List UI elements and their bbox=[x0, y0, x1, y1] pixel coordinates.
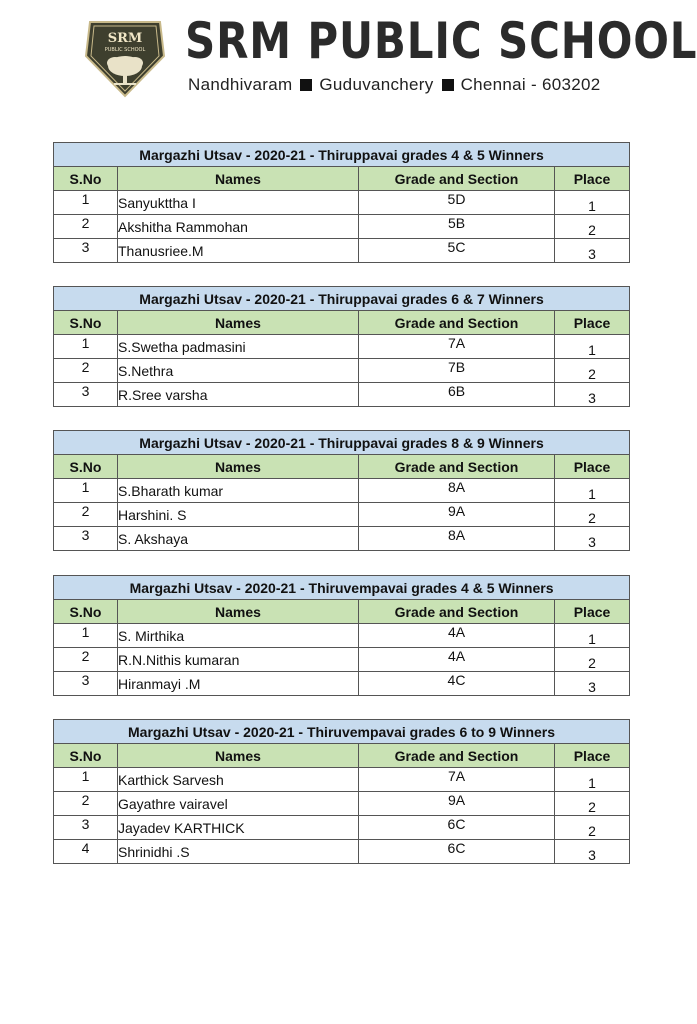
grade-cell: 8A bbox=[359, 527, 555, 551]
school-name: SRM PUBLIC SCHOOL bbox=[185, 12, 697, 70]
name-cell: S. Mirthika bbox=[118, 624, 359, 648]
winners-table bbox=[53, 430, 630, 551]
place-cell: 1 bbox=[555, 191, 630, 215]
column-header: S.No bbox=[54, 311, 118, 335]
school-header bbox=[82, 12, 697, 102]
sno-cell: 2 bbox=[54, 215, 118, 239]
table-row bbox=[54, 792, 630, 816]
winners-tables bbox=[53, 142, 629, 864]
grade-cell: 8A bbox=[359, 479, 555, 503]
sno-cell: 3 bbox=[54, 672, 118, 696]
table-row bbox=[54, 479, 630, 503]
column-header: Names bbox=[118, 455, 359, 479]
table-title: Margazhi Utsav - 2020-21 - Thiruvempavai grades 6 to 9 Winners bbox=[54, 720, 630, 744]
winners-table bbox=[53, 142, 630, 263]
name-cell: S.Swetha padmasini bbox=[118, 335, 359, 359]
grade-cell: 9A bbox=[359, 503, 555, 527]
place-cell: 3 bbox=[555, 527, 630, 551]
grade-cell: 6B bbox=[359, 383, 555, 407]
column-header: Names bbox=[118, 744, 359, 768]
winners-table bbox=[53, 719, 630, 864]
grade-cell: 4A bbox=[359, 624, 555, 648]
sno-cell: 3 bbox=[54, 383, 118, 407]
column-header: Grade and Section bbox=[359, 600, 555, 624]
table-row bbox=[54, 768, 630, 792]
name-cell: S.Bharath kumar bbox=[118, 479, 359, 503]
place-cell: 1 bbox=[555, 479, 630, 503]
name-cell: Karthick Sarvesh bbox=[118, 768, 359, 792]
name-cell: R.N.Nithis kumaran bbox=[118, 648, 359, 672]
table-title: Margazhi Utsav - 2020-21 - Thiruvempavai grades 4 & 5 Winners bbox=[54, 576, 630, 600]
sno-cell: 3 bbox=[54, 527, 118, 551]
table-row bbox=[54, 527, 630, 551]
place-cell: 1 bbox=[555, 335, 630, 359]
place-cell: 2 bbox=[555, 648, 630, 672]
name-cell: S.Nethra bbox=[118, 359, 359, 383]
sno-cell: 1 bbox=[54, 191, 118, 215]
name-cell: Akshitha Rammohan bbox=[118, 215, 359, 239]
table-title: Margazhi Utsav - 2020-21 - Thiruppavai grades 4 & 5 Winners bbox=[54, 143, 630, 167]
column-header: Grade and Section bbox=[359, 311, 555, 335]
place-cell: 3 bbox=[555, 840, 630, 864]
name-cell: Harshini. S bbox=[118, 503, 359, 527]
column-header: S.No bbox=[54, 600, 118, 624]
table-row bbox=[54, 191, 630, 215]
square-bullet-icon bbox=[300, 79, 312, 91]
grade-cell: 5C bbox=[359, 239, 555, 263]
school-address bbox=[188, 75, 601, 95]
column-header: Place bbox=[555, 455, 630, 479]
sno-cell: 2 bbox=[54, 792, 118, 816]
name-cell: Shrinidhi .S bbox=[118, 840, 359, 864]
grade-cell: 5D bbox=[359, 191, 555, 215]
sno-cell: 3 bbox=[54, 816, 118, 840]
place-cell: 2 bbox=[555, 816, 630, 840]
table-row bbox=[54, 648, 630, 672]
grade-cell: 7A bbox=[359, 768, 555, 792]
column-header: Place bbox=[555, 311, 630, 335]
column-header: Place bbox=[555, 167, 630, 191]
table-row bbox=[54, 624, 630, 648]
column-header: Place bbox=[555, 744, 630, 768]
place-cell: 2 bbox=[555, 792, 630, 816]
place-cell: 2 bbox=[555, 215, 630, 239]
column-header: Names bbox=[118, 600, 359, 624]
school-logo-icon bbox=[82, 16, 168, 98]
grade-cell: 6C bbox=[359, 816, 555, 840]
name-cell: Gayathre vairavel bbox=[118, 792, 359, 816]
sno-cell: 1 bbox=[54, 335, 118, 359]
sno-cell: 1 bbox=[54, 768, 118, 792]
place-cell: 2 bbox=[555, 359, 630, 383]
table-row bbox=[54, 503, 630, 527]
winners-table bbox=[53, 575, 630, 696]
address-part: Nandhivaram bbox=[188, 75, 293, 94]
name-cell: Sanyukttha I bbox=[118, 191, 359, 215]
name-cell: Jayadev KARTHICK bbox=[118, 816, 359, 840]
table-row bbox=[54, 383, 630, 407]
sno-cell: 1 bbox=[54, 624, 118, 648]
grade-cell: 4A bbox=[359, 648, 555, 672]
table-title: Margazhi Utsav - 2020-21 - Thiruppavai grades 6 & 7 Winners bbox=[54, 287, 630, 311]
logo-text-sub: PUBLIC SCHOOL bbox=[104, 47, 146, 53]
place-cell: 3 bbox=[555, 672, 630, 696]
name-cell: R.Sree varsha bbox=[118, 383, 359, 407]
column-header: Place bbox=[555, 600, 630, 624]
column-header: Names bbox=[118, 167, 359, 191]
square-bullet-icon bbox=[442, 79, 454, 91]
sno-cell: 2 bbox=[54, 503, 118, 527]
column-header: Grade and Section bbox=[359, 167, 555, 191]
column-header: S.No bbox=[54, 455, 118, 479]
sno-cell: 2 bbox=[54, 359, 118, 383]
table-row bbox=[54, 335, 630, 359]
grade-cell: 7A bbox=[359, 335, 555, 359]
column-header: Names bbox=[118, 311, 359, 335]
place-cell: 3 bbox=[555, 383, 630, 407]
name-cell: Thanusriee.M bbox=[118, 239, 359, 263]
column-header: Grade and Section bbox=[359, 744, 555, 768]
column-header: S.No bbox=[54, 744, 118, 768]
table-row bbox=[54, 672, 630, 696]
table-row bbox=[54, 239, 630, 263]
sno-cell: 3 bbox=[54, 239, 118, 263]
place-cell: 2 bbox=[555, 503, 630, 527]
grade-cell: 5B bbox=[359, 215, 555, 239]
table-row bbox=[54, 359, 630, 383]
sno-cell: 4 bbox=[54, 840, 118, 864]
grade-cell: 6C bbox=[359, 840, 555, 864]
place-cell: 3 bbox=[555, 239, 630, 263]
logo-text-top: SRM bbox=[107, 31, 143, 46]
place-cell: 1 bbox=[555, 624, 630, 648]
table-title: Margazhi Utsav - 2020-21 - Thiruppavai grades 8 & 9 Winners bbox=[54, 431, 630, 455]
grade-cell: 9A bbox=[359, 792, 555, 816]
address-part: Chennai - 603202 bbox=[460, 75, 601, 94]
sno-cell: 1 bbox=[54, 479, 118, 503]
grade-cell: 7B bbox=[359, 359, 555, 383]
sno-cell: 2 bbox=[54, 648, 118, 672]
grade-cell: 4C bbox=[359, 672, 555, 696]
name-cell: Hiranmayi .M bbox=[118, 672, 359, 696]
address-part: Guduvanchery bbox=[319, 75, 434, 94]
place-cell: 1 bbox=[555, 768, 630, 792]
table-row bbox=[54, 840, 630, 864]
table-row bbox=[54, 816, 630, 840]
table-row bbox=[54, 215, 630, 239]
column-header: Grade and Section bbox=[359, 455, 555, 479]
name-cell: S. Akshaya bbox=[118, 527, 359, 551]
column-header: S.No bbox=[54, 167, 118, 191]
winners-table bbox=[53, 286, 630, 407]
